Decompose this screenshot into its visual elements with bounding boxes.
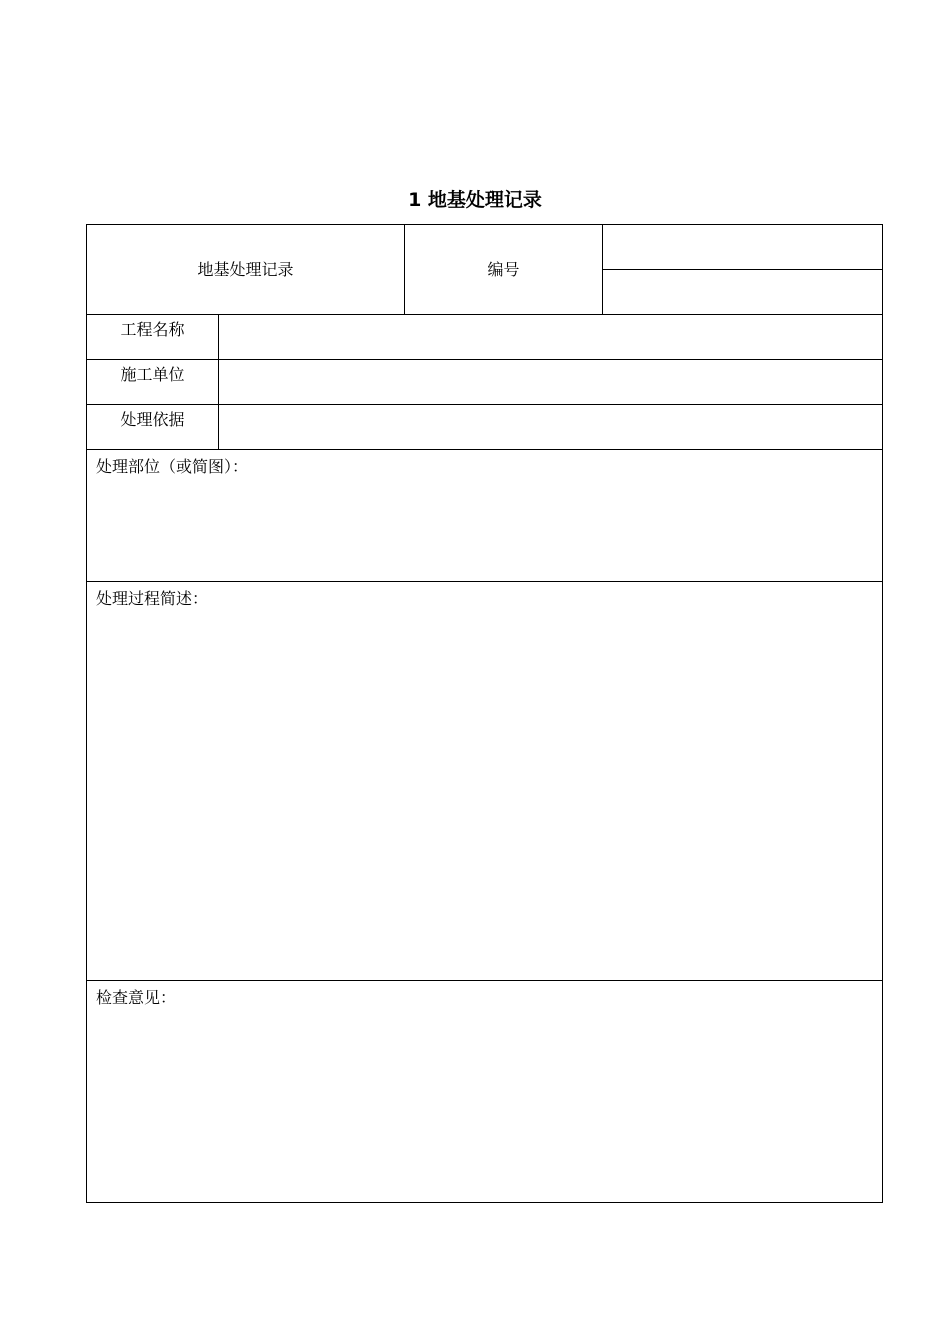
treatment-process-label: 处理过程简述： xyxy=(96,589,209,608)
construction-unit-label: 施工单位 xyxy=(87,360,219,405)
document-title: 1 地基处理记录 xyxy=(408,189,542,211)
number-value-top[interactable] xyxy=(603,225,883,270)
number-label: 编号 xyxy=(405,225,603,315)
treatment-location-section[interactable] xyxy=(87,450,883,582)
project-name-value[interactable] xyxy=(219,315,883,360)
inspection-opinion-label: 检查意见： xyxy=(96,988,177,1007)
treatment-process-section[interactable] xyxy=(87,582,883,981)
construction-unit-value[interactable] xyxy=(219,360,883,405)
form-header-label: 地基处理记录 xyxy=(87,225,405,315)
inspection-opinion-section[interactable] xyxy=(87,981,883,1203)
treatment-location-label: 处理部位（或简图）： xyxy=(96,457,249,476)
treatment-basis-label: 处理依据 xyxy=(87,405,219,450)
number-value-bottom[interactable] xyxy=(603,270,883,315)
foundation-treatment-form xyxy=(86,224,883,1203)
treatment-basis-value[interactable] xyxy=(219,405,883,450)
project-name-label: 工程名称 xyxy=(87,315,219,360)
